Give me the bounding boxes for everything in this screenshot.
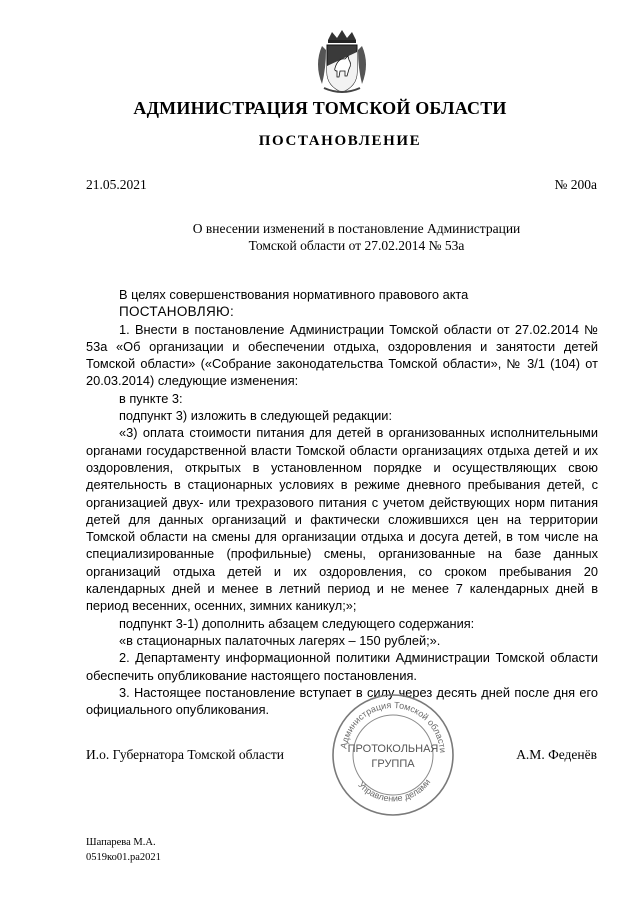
footer: [86, 835, 161, 865]
organization-name: АДМИНИСТРАЦИЯ ТОМСКОЙ ОБЛАСТИ: [133, 98, 507, 118]
paragraph-1-item-3: в пункте 3:: [119, 390, 183, 406]
executor-name: Шапарева М.А.: [86, 837, 156, 848]
paragraph-1-addition: «в стационарных палаточных лагерях – 150 рублей;».: [119, 632, 441, 648]
stamp-center-line-1: ПРОТОКОЛЬНАЯ: [347, 743, 439, 755]
paragraph-1-subitem-3: подпункт 3) изложить в следующей редакции:: [119, 408, 393, 424]
svg-text:Управление делами: [356, 777, 432, 804]
paragraph-1-subitem-3-1: подпункт 3-1) дополнить абзацем следующего содержания:: [119, 615, 475, 631]
paragraph-1: 1. Внести в постановление Администрации Томской области от 27.02.2014 № 53а «Об организации и обеспечении отдыха, оздоровления и занятости детей Томской области» («Собрание законодательства Томской области», № 3/1 (104) от 20.03.2014) следующие изменения:: [86, 321, 598, 389]
stamp-ring-top: Администрация Томской области: [338, 699, 448, 754]
official-stamp: [328, 690, 458, 820]
document-body: [86, 286, 598, 718]
document-code: 0519ко01.ра2021: [86, 852, 161, 863]
stamp-ring-bottom: Управление делами: [356, 776, 433, 804]
signatory-name: А.М. Феденёв: [516, 747, 597, 762]
decree-word: ПОСТАНОВЛЯЮ:: [119, 304, 235, 320]
paragraph-3: 3. Настоящее постановление вступает в силу через десять дней после дня его официального опубликования.: [86, 684, 598, 718]
signatory-position: И.о. Губернатора Томской области: [86, 747, 284, 762]
stamp-center-line-2: ГРУППА: [371, 758, 415, 770]
document-type: ПОСТАНОВЛЕНИЕ: [258, 133, 422, 149]
document-number: № 200а: [554, 177, 597, 192]
tomsk-coat-of-arms-icon: [308, 28, 376, 96]
paragraph-2: 2. Департаменту информационной политики Администрации Томской области обеспечить опубликование настоящего постановления.: [86, 650, 598, 683]
paragraph-1-new-text: «3) оплата стоимости питания для детей в организованных исполнительными органами государственной власти Томской области организациях отдыха детей и их оздоровления, открытых в установленном порядке и осуществляющих свою деятельность в стационарных условиях в режиме дневного пребывания детей, с организацией двух- или трехразового питания с учетом действующих норм питания детей для данных организаций и фактически сложившихся цен на территории Томской области на смены для организации отдыха и досуга детей, в том числе на специализированные (профильные) смены, организованные на базе данных организаций отдыха детей и их оздоровления, со сроком пребывания 20 календарных дней и менее в летний период и не менее 7 календарных дней в период весенних, осенних, зимних каникул;»;: [86, 425, 598, 614]
preamble: В целях совершенствования нормативного правового акта: [119, 287, 469, 302]
document-date: 21.05.2021: [86, 177, 147, 192]
subject-line-2: Томской области от 27.02.2014 № 53а: [248, 238, 465, 253]
document-subject: [86, 220, 597, 254]
subject-line-1: О внесении изменений в постановление Администрации: [192, 221, 521, 236]
